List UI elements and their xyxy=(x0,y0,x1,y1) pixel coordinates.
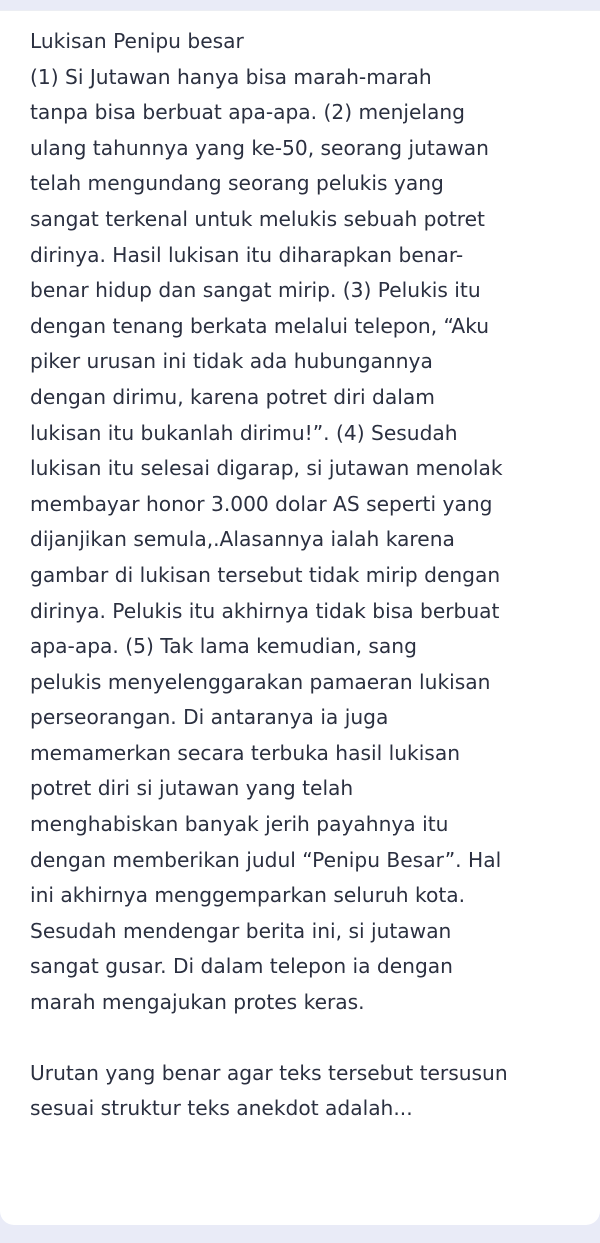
story-line: dengan tenang berkata melalui telepon, “Aku xyxy=(30,313,490,338)
story-line: dengan dirimu, karena potret diri dalam xyxy=(30,384,435,409)
story-line: potret diri si jutawan yang telah xyxy=(30,776,354,801)
story-line: ini akhirnya menggemparkan seluruh kota. xyxy=(30,883,466,908)
story-line: benar hidup dan sangat mirip. (3) Pelukis itu xyxy=(30,278,481,303)
story-title: Lukisan Penipu besar xyxy=(30,29,244,53)
story-line: membayar honor 3.000 dolar AS seperti yang xyxy=(30,491,493,516)
story-line: dijanjikan semula,.Alasannya ialah karena xyxy=(30,527,455,552)
story-line: lukisan itu bukanlah dirimu!”. (4) Sesudah xyxy=(30,420,458,445)
story-line: telah mengundang seorang pelukis yang xyxy=(30,171,444,196)
story-line: lukisan itu selesai digarap, si jutawan menolak xyxy=(30,456,503,481)
question-text xyxy=(30,24,600,1127)
story-line: pelukis menyelenggarakan pamaeran lukisan xyxy=(30,669,491,694)
story-line: sangat gusar. Di dalam telepon ia dengan xyxy=(30,954,453,979)
story-line: dengan memberikan judul “Penipu Besar”. Hal xyxy=(30,847,502,872)
story-line: gambar di lukisan tersebut tidak mirip dengan xyxy=(30,562,501,587)
story-line: menghabiskan banyak jerih payahnya itu xyxy=(30,812,449,837)
story-line: perseorangan. Di antaranya ia juga xyxy=(30,705,389,730)
paragraph-gap xyxy=(30,1021,600,1056)
story-line: dirinya. Pelukis itu akhirnya tidak bisa berbuat xyxy=(30,598,500,623)
story-line: piker urusan ini tidak ada hubungannya xyxy=(30,349,433,374)
story-line: dirinya. Hasil lukisan itu diharapkan benar- xyxy=(30,242,464,267)
story-line: (1) Si Jutawan hanya bisa marah-marah xyxy=(30,64,432,89)
story-line: sangat terkenal untuk melukis sebuah potret xyxy=(30,206,485,231)
story-line: Sesudah mendengar berita ini, si jutawan xyxy=(30,918,452,943)
question-card xyxy=(0,10,600,1225)
story-line: marah mengajukan protes keras. xyxy=(30,990,365,1015)
story-line: ulang tahunnya yang ke-50, seorang jutawan xyxy=(30,135,489,160)
story-line: tanpa bisa berbuat apa-apa. (2) menjelang xyxy=(30,100,465,125)
story-line: apa-apa. (5) Tak lama kemudian, sang xyxy=(30,634,417,659)
question-prompt-line: sesuai struktur teks anekdot adalah... xyxy=(30,1096,413,1121)
story-line: memamerkan secara terbuka hasil lukisan xyxy=(30,740,460,765)
question-prompt-line: Urutan yang benar agar teks tersebut tersusun xyxy=(30,1060,508,1085)
